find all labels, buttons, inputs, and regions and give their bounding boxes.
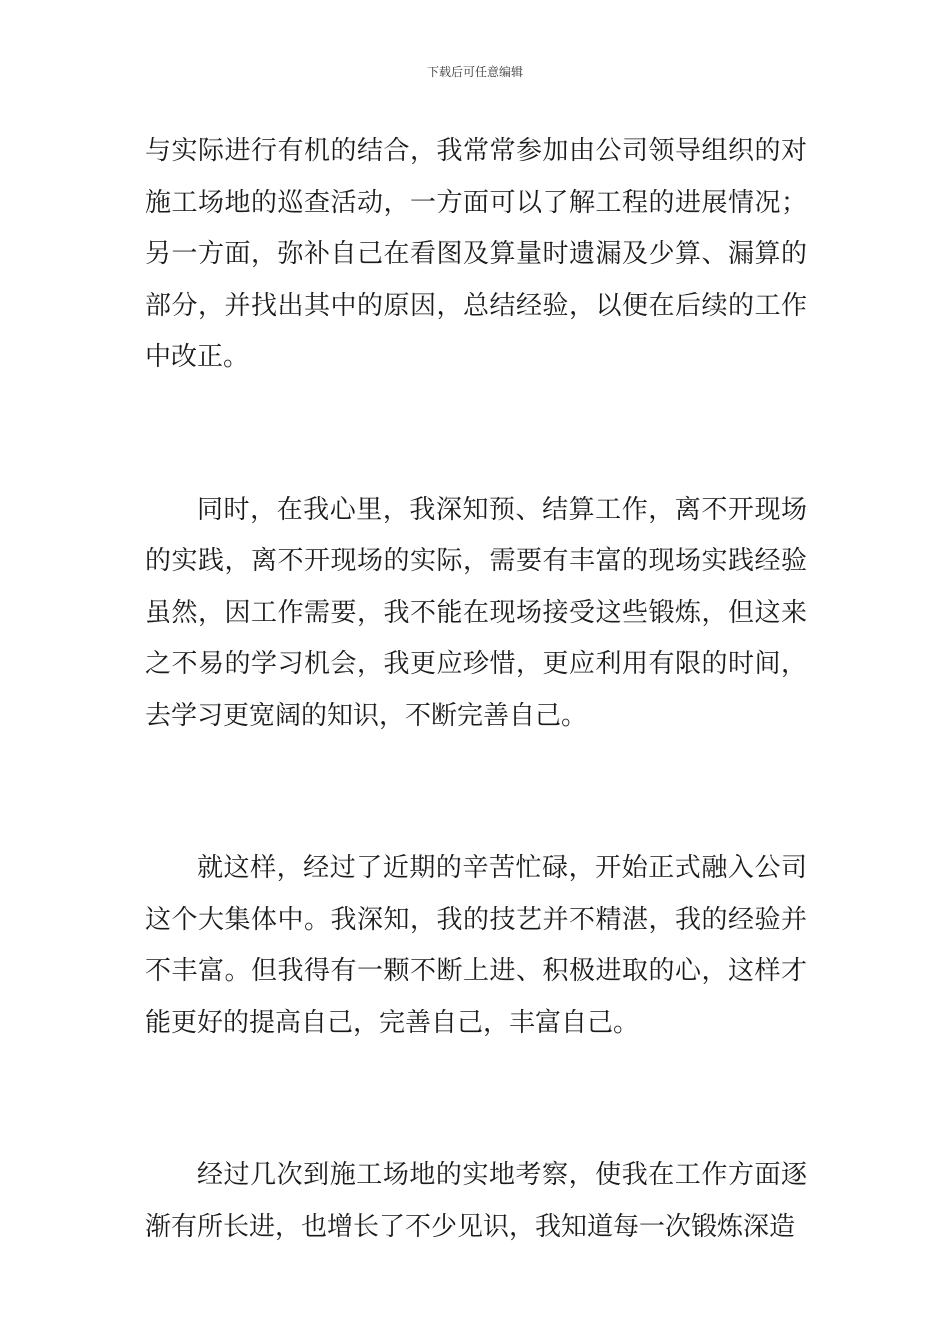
page-header-note: 下载后可任意编辑 xyxy=(426,65,523,79)
document-body xyxy=(145,126,807,1253)
paragraph-2: 同时，在我心里，我深知预、结算工作，离不开现场的实践，离不开现场的实际，需要有丰富的现场实践经验虽然，因工作需要，我不能在现场接受这些锻炼，但这来之不易的学习机会，我更应珍惜，更应利用有限的时间，去学习更宽阔的知识，不断完善自己。 xyxy=(145,494,807,731)
paragraph-3: 就这样，经过了近期的辛苦忙碌，开始正式融入公司这个大集体中。我深知，我的技艺并不精湛，我的经验并不丰富。但我得有一颗不断上进、积极进取的心，这样才能更好的提高自己，完善自己，丰富自己。 xyxy=(145,853,807,1038)
paragraph-1: 与实际进行有机的结合，我常常参加由公司领导组织的对施工场地的巡查活动，一方面可以了解工程的进展情况；另一方面，弥补自己在看图及算量时遗漏及少算、漏算的部分，并找出其中的原因，总结经验，以便在后续的工作中改正。 xyxy=(145,136,807,372)
paragraph-4: 经过几次到施工场地的实地考察，使我在工作方面逐渐有所长进，也增长了不少见识，我知道每一次锻炼深造 xyxy=(145,1160,807,1242)
